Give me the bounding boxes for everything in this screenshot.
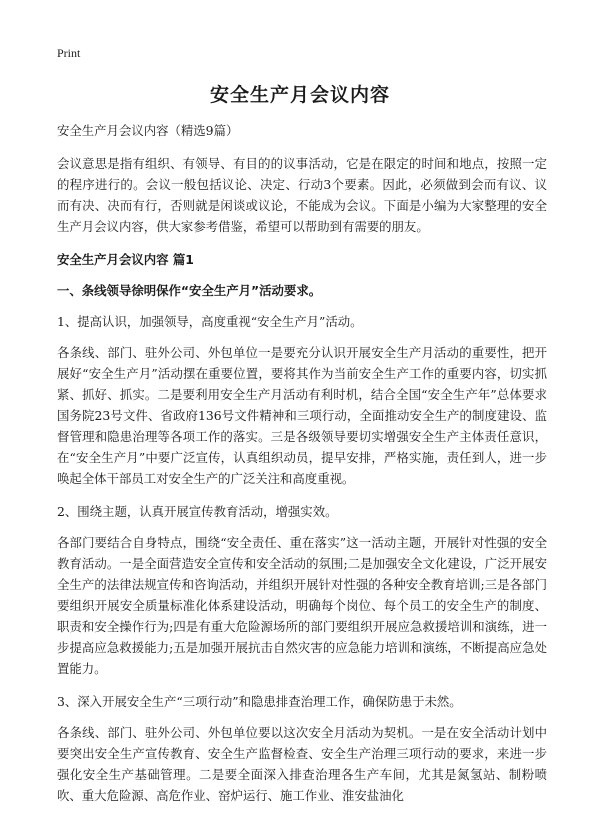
article-heading: 安全生产月会议内容 篇1 — [57, 252, 194, 267]
print-link[interactable]: Print — [57, 46, 81, 60]
item-body-3: 各条线、部门、驻外公司、外包单位要以这次安全月活动为契机。一是在安全活动计划中要突出安全生产宣传教育、安全生产监督检查、安全生产治理三项行动的要求，来进一步强化安全生产基础管理。二是要全面深入排查治理各生产车间，尤其是氮氢站、制粉喷吹、重大危险源、高危作业、窑炉运行、施工作业、淮安盐油化 — [57, 725, 547, 803]
item-body-1: 各条线、部门、驻外公司、外包单位一是要充分认识开展安全生产月活动的重要性，把开展好“安全生产月”活动摆在重要位置，要将其作为当前安全生产工作的重要内容，切实抓紧、抓好、抓实。二是要利用安全生产月活动有利时机，结合全国“安全生产年”总体要求国务院23号文件、省政府136号文件精神和三项行动，全面推动安全生产的制度建设、监督管理和隐患治理等各项工作的落实。三是各级领导要切实增强安全生产主体责任意识，在“安全生产月”中要广泛宣传，认真组织动员，提早安排，严格实施，责任到人，进一步唤起全体干部员工对安全生产的广泛关注和高度重视。 — [57, 345, 547, 486]
item-body-2: 各部门要结合自身特点，围绕“安全责任、重在落实”这一活动主题，开展针对性强的安全教育活动。一是全面营造安全宣传和安全活动的氛围;二是加强安全文化建设，广泛开展安全生产的法律法规宣传和咨询活动，并组织开展针对性强的各种安全教育培训;三是各部门要组织开展安全质量标准化体系建设活动，明确每个岗位、每个员工的安全生产的制度、职责和安全操作行为;四是有重大危险源场所的部门要组织开展应急救援培训和演练，进一步提高应急救援能力;五是加强开展抗击自然灾害的应急能力培训和演练，不断提高应急处置能力。 — [57, 535, 547, 676]
page-title: 安全生产月会议内容 — [209, 84, 390, 106]
intro-paragraph: 会议意思是指有组织、有领导、有目的的议事活动，它是在限定的时间和地点，按照一定的程序进行的。会议一般包括议论、决定、行动3个要素。因此，必须做到会而有议、议而有决、决而有行，否则就是闲谈或议论，不能成为会议。下面是小编为大家整理的安全生产月会议内容，供大家参考借鉴，希望可以帮助到有需要的朋友。 — [57, 156, 547, 234]
item-heading-3: 3、深入开展安全生产“三项行动”和隐患排查治理工作，确保防患于未然。 — [57, 694, 462, 709]
document-subtitle: 安全生产月会议内容（精选9篇） — [57, 123, 239, 138]
item-heading-2: 2、围绕主题，认真开展宣传教育活动，增强实效。 — [57, 504, 338, 519]
section-heading: 一、条线领导徐明保作“安全生产月”活动要求。 — [57, 283, 322, 298]
document-body — [57, 120, 547, 818]
item-heading-1: 1、提高认识，加强领导，高度重视“安全生产月”活动。 — [57, 314, 363, 329]
